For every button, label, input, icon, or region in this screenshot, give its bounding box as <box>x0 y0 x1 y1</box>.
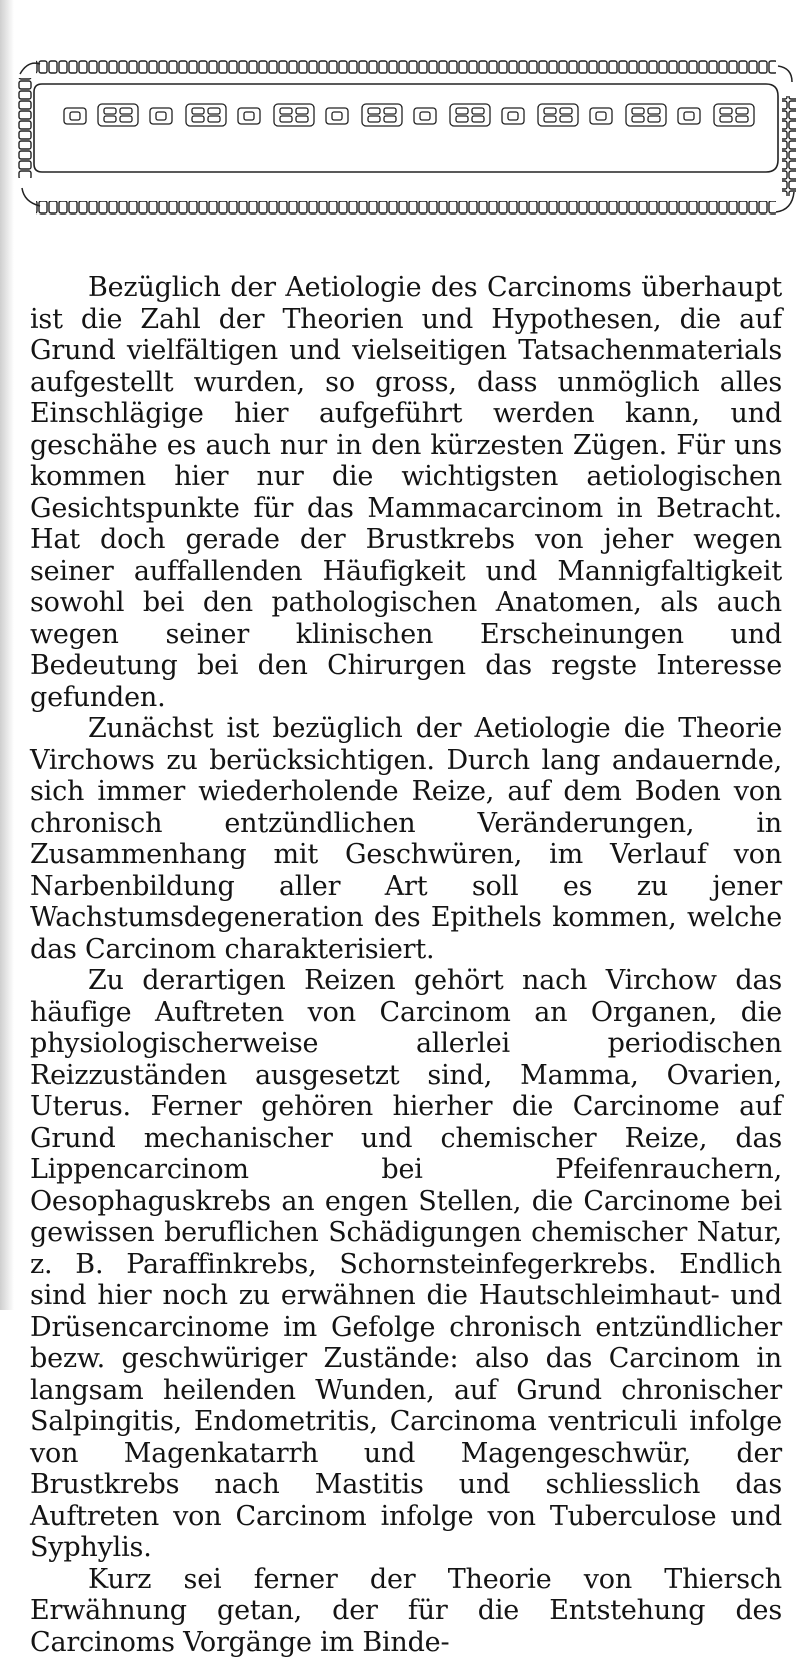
paragraph-4: Kurz sei ferner der Theorie von Thiersch Erwähnung getan, der für die Entstehung des Carcinoms Vorgänge im Binde- <box>30 1564 782 1658</box>
body-text <box>30 272 782 1658</box>
page-edge-shadow <box>0 0 14 1310</box>
paragraph-1: Bezüglich der Aetiologie des Carcinoms überhaupt ist die Zahl der Theorien und Hypothesen, die auf Grund vielfältigen und vielseitigen Tatsachenmaterials aufgestellt wurden, so gross, dass unmöglich alles Einschlägige hier aufgeführt werden kann, und geschähe es auch nur in den kürzesten Zügen. Für uns kommen hier nur die wichtigsten aetiologischen Gesichtspunkte für das Mammacarcinom in Betracht. Hat doch gerade der Brustkrebs von jeher wegen seiner auffallenden Häufigkeit und Mannigfaltigkeit sowohl bei den pathologischen Anatomen, als auch wegen seiner klinischen Erscheinungen und Bedeutung bei den Chirurgen das regste Interesse gefunden. <box>30 272 782 713</box>
paragraph-3: Zu derartigen Reizen gehört nach Virchow das häufige Auftreten von Carcinom an Organen, die physiologischerweise allerlei periodischen Reizzuständen ausgesetzt sind, Mamma, Ovarien, Uterus. Ferner gehören hierher die Carcinome auf Grund mechanischer und chemischer Reize, das Lippencarcinom bei Pfeifenrauchern, Oesophaguskrebs an engen Stellen, die Carcinome bei gewissen beruflichen Schädigungen chemischer Natur, z. B. Paraffinkrebs, Schornsteinfegerkrebs. Endlich sind hier noch zu erwähnen die Hautschleimhaut- und Drüsencarcinome im Gefolge chronisch entzündlicher bezw. geschwüriger Zustände: also das Carcinom in langsam heilenden Wunden, auf Grund chronischer Salpingitis, Endometritis, Carcinoma ventriculi infolge von Magenkatarrh und Magengeschwür, der Brustkrebs nach Mastitis und schliesslich das Auftreten von Carcinom infolge von Tuberculose und Syphylis. <box>30 965 782 1564</box>
decorative-header-border <box>18 60 796 215</box>
paragraph-2: Zunächst ist bezüglich der Aetiologie die Theorie Virchows zu berücksichtigen. Durch lang andauernde, sich immer wiederholende Reize, auf dem Boden von chronisch entzündlichen Veränderungen, in Zusammenhang mit Geschwüren, im Verlauf von Narbenbildung aller Art soll es zu jener Wachstumsdegeneration des Epithels kommen, welche das Carcinom charakterisiert. <box>30 713 782 965</box>
